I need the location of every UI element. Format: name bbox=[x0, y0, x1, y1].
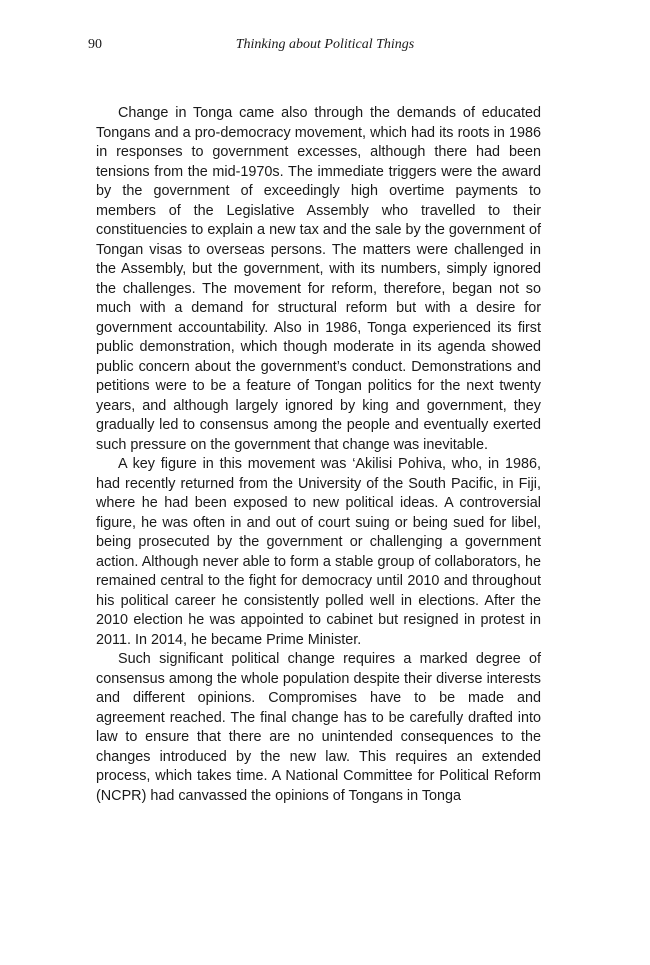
paragraph-1: Change in Tonga came also through the demands of educated Tongans and a pro-democracy movement, which had its roots in 1986 in responses to government excesses, although there had been tensions from the mid-1970s. The immediate triggers were the award by the government of exceedingly high overtime payments to members of the Legislative Assembly who travelled to their constituencies to explain a new tax and the sale by the government of Tongan visas to overseas persons. The matters were challenged in the Assembly, but the government, with its numbers, simply ignored the challenges. The movement for reform, therefore, began not so much with a demand for structural reform but with a desire for government accountability. Also in 1986, Tonga experienced its first public demonstration, which though moderate in its agenda showed public concern about the government’s conduct. Demonstrations and petitions were to be a feature of Tongan politics for the next twenty years, and although largely ignored by king and government, they gradually led to consensus among the people and eventually exerted such pressure on the government that change was inevitable. bbox=[96, 105, 541, 453]
page-number: 90 bbox=[88, 37, 102, 52]
paragraph-3: Such significant political change requires a marked degree of consensus among the whole population despite their diverse interests and different opinions. Compromises have to be made and agreement reached. The final change has to be carefully drafted into law to ensure that there are no unintended consequences to the changes introduced by the new law. This requires an extended process, which takes time. A National Committee for Political Reform (NCPR) had canvassed the opinions of Tongans in Tonga bbox=[96, 651, 541, 804]
running-head: Thinking about Political Things bbox=[235, 37, 415, 52]
body-text bbox=[96, 104, 541, 806]
paragraph-2: A key figure in this movement was ‘Akilisi Pohiva, who, in 1986, had recently returned from the University of the South Pacific, in Fiji, where he had been exposed to new political ideas. A controversial figure, he was often in and out of court suing or being sued for libel, being prosecuted by the government or challenging a government action. Although never able to form a stable group of collaborators, he remained central to the fight for democracy until 2010 and throughout his political career he consistently polled well in elections. After the 2010 election he was appointed to cabinet but resigned in protest in 2011. In 2014, he became Prime Minister. bbox=[96, 456, 541, 648]
